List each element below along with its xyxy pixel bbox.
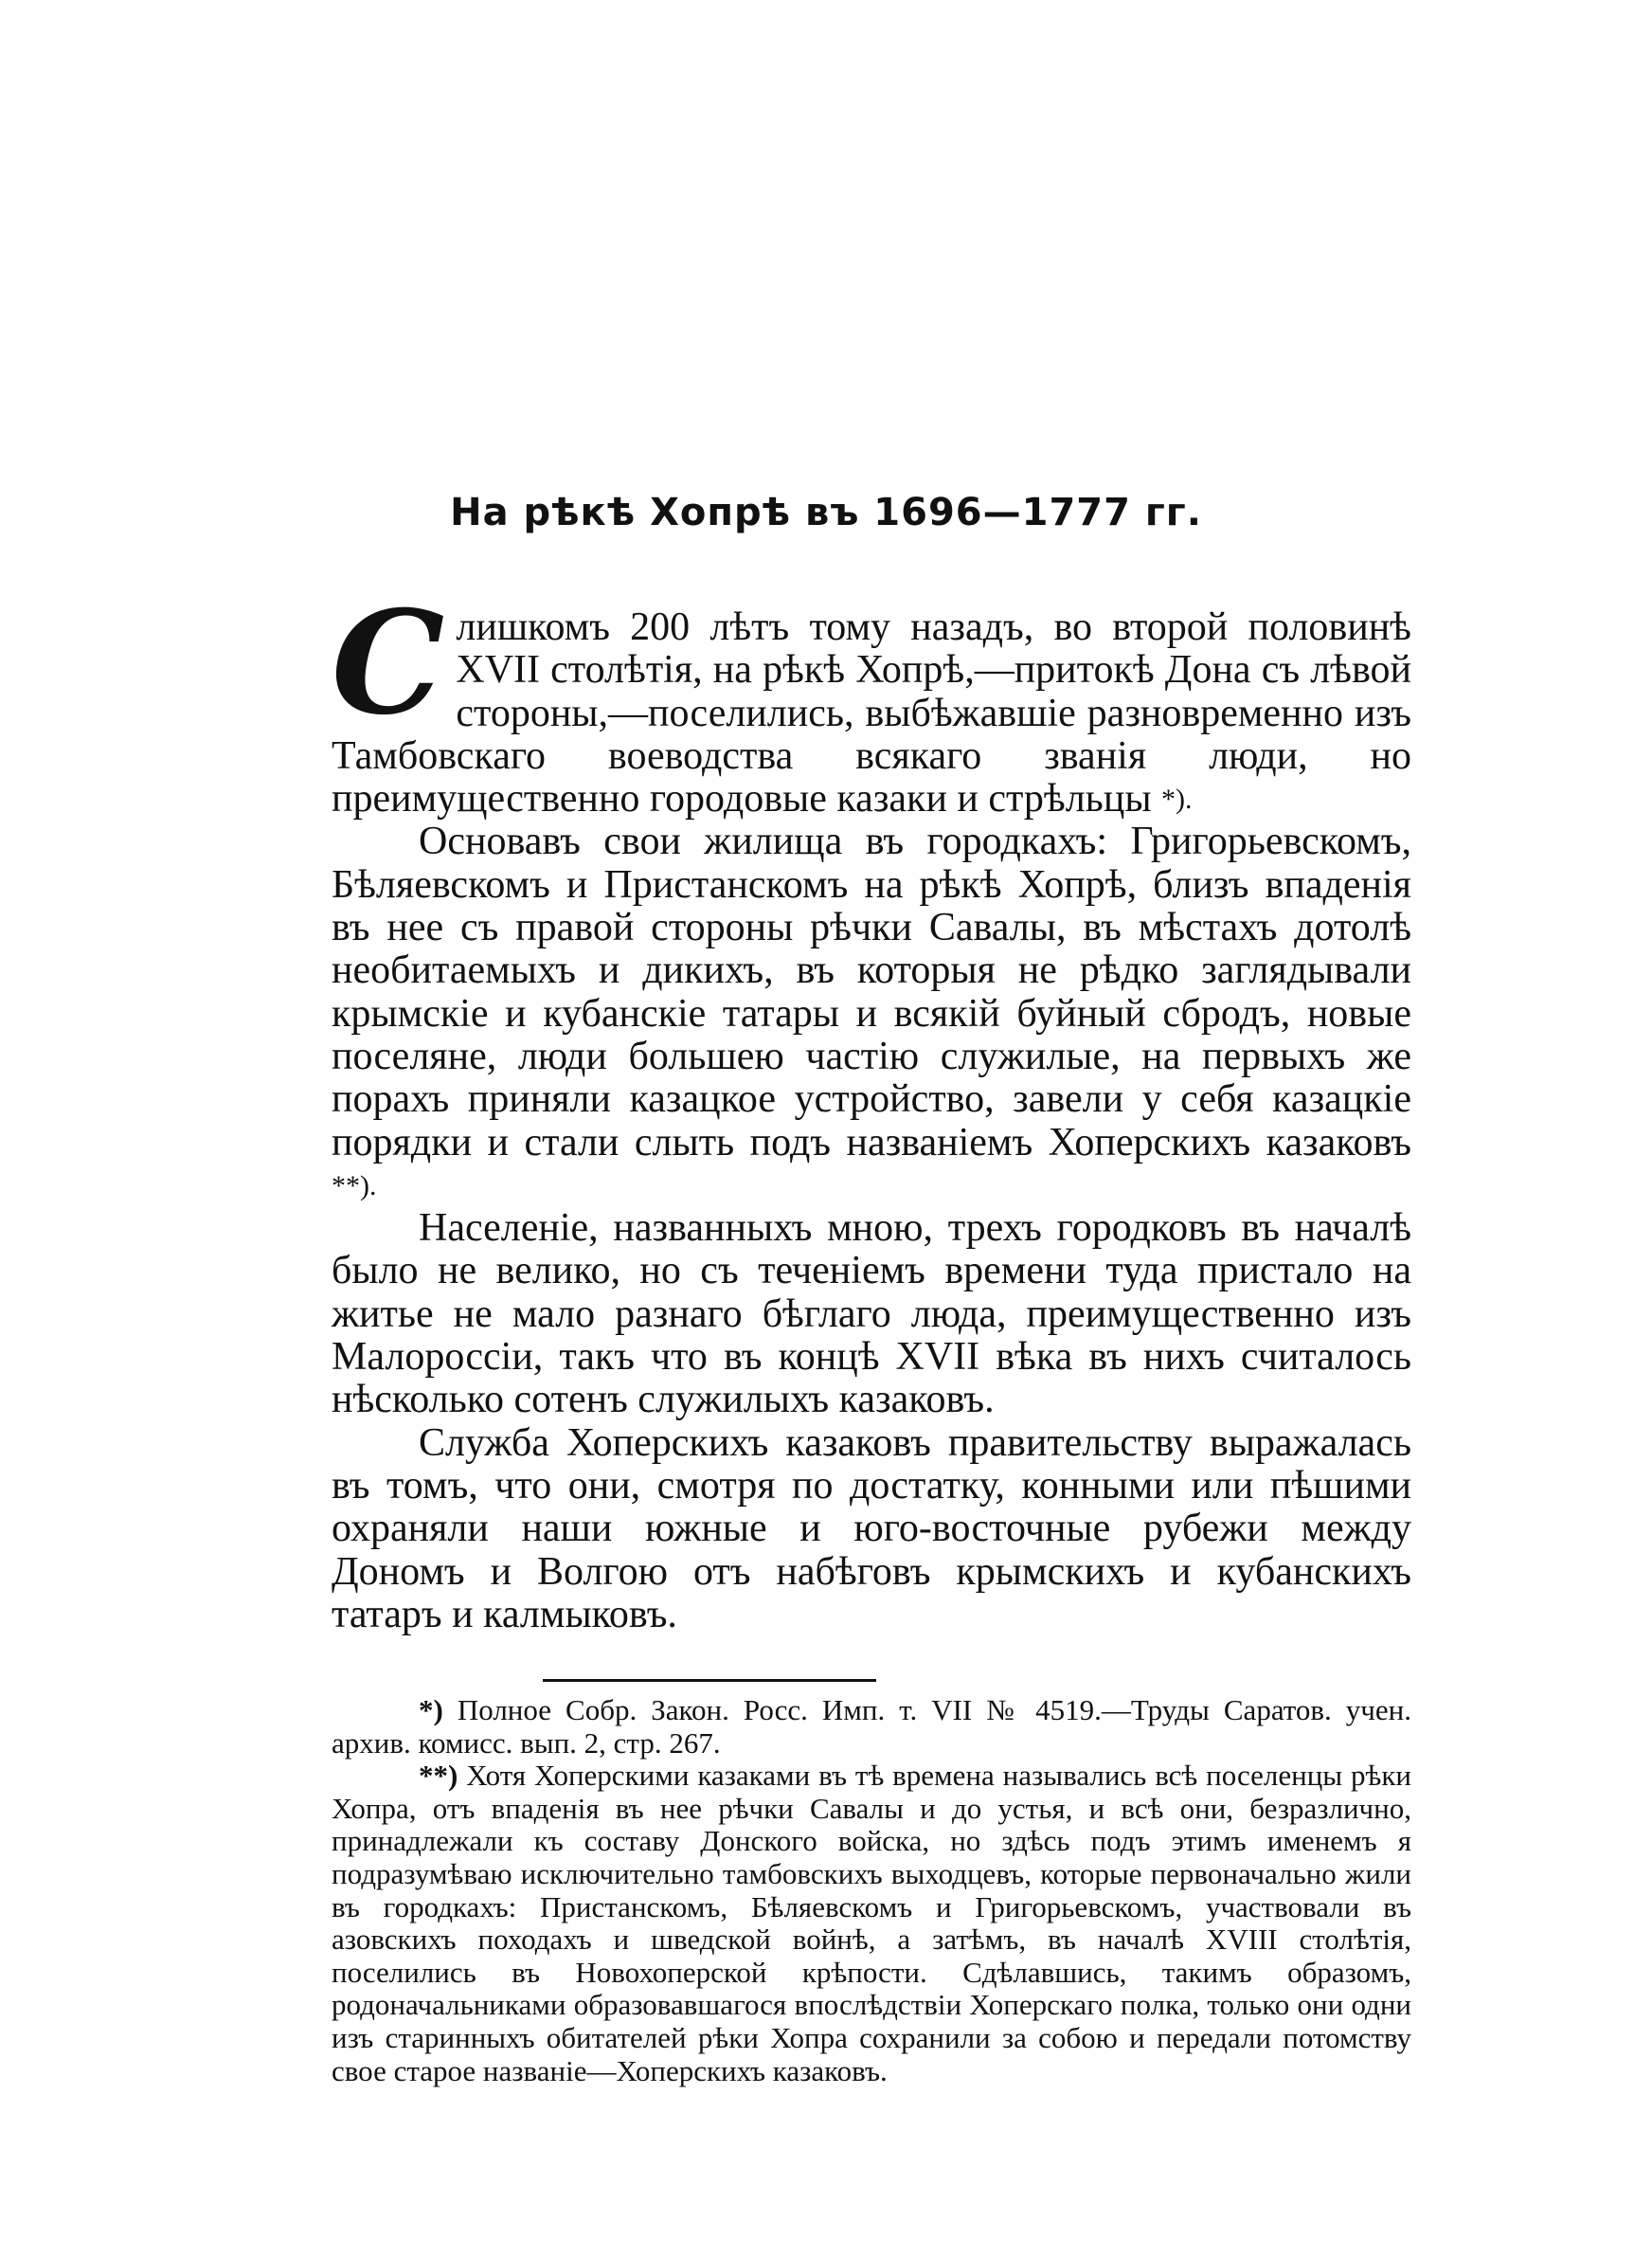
footnotes bbox=[332, 1694, 1411, 2087]
page-title: На рѣкѣ Хопрѣ въ 1696—1777 гг. bbox=[450, 491, 1202, 534]
footnote-divider bbox=[543, 1679, 876, 1682]
footnote-ref-2: **). bbox=[332, 1169, 377, 1201]
footnote-ref-1: *). bbox=[1161, 784, 1193, 816]
paragraph-2 bbox=[332, 821, 1411, 1207]
footnote-2 bbox=[332, 1760, 1411, 2087]
main-text bbox=[332, 580, 1411, 1636]
paragraph-1 bbox=[332, 580, 1411, 822]
footnote-2-text: Хотя Хоперскими казаками въ тѣ времена назывались всѣ поселенцы рѣки Хопра, отъ впаденія въ нее рѣчки Савалы и до устья, и всѣ они, безразлично, принадлежали къ составу Донского войска, но здѣсь подъ этимъ именемъ я подразумѣваю исключительно тамбовскихъ выходцевъ, которые первоначально жили въ городкахъ: Пристанскомъ, Бѣляевскомъ и Григорьевскомъ, участвовали въ азовскихъ походахъ и шведской войнѣ, а затѣмъ, въ началѣ XVIII столѣтія, поселились въ Новохоперской крѣпости. Сдѣлавшись, такимъ образомъ, родоначальниками образовавшагося впослѣдствіи Хоперскаго полка, только они одни изъ старинныхъ обитателей рѣки Хопра сохранили за собою и передали потомству свое старое названіе—Хоперскихъ казаковъ. bbox=[332, 1759, 1411, 2087]
paragraph-2-text: Основавъ свои жилища въ городкахъ: Григорьевскомъ, Бѣляевскомъ и Пристанскомъ на рѣкѣ Хопрѣ, близъ впаденія въ нее съ правой стороны рѣчки Савалы, въ мѣстахъ дотолѣ необитаемыхъ и дикихъ, въ которыя не рѣдко заглядывали крымскіе и кубанскіе татары и всякій буйный сбродъ, новые поселяне, люди большею частію служилые, на первыхъ же порахъ приняли казацкое устройство, завели у себя казацкіе порядки и стали слыть подъ названіемъ Хоперскихъ казаковъ bbox=[332, 820, 1411, 1165]
drop-cap-initial: С bbox=[332, 580, 445, 747]
paragraph-4: Служба Хоперскихъ казаковъ правительству выражалась въ томъ, что они, смотря по достатку, конными или пѣшими охраняли наши южные и юго-восточные рубежи между Дономъ и Волгою отъ набѣговъ крымскихъ и кубанскихъ татаръ и калмыковъ. bbox=[332, 1420, 1411, 1636]
footnote-1 bbox=[332, 1694, 1411, 1760]
paragraph-3: Населеніе, названныхъ мною, трехъ городковъ въ началѣ было не велико, но съ теченіемъ времени туда пристало на житье не мало разнаго бѣглаго люда, преимущественно изъ Малороссіи, такъ что въ концѣ XVII вѣка въ нихъ считалось нѣсколько сотенъ служилыхъ казаковъ. bbox=[332, 1206, 1411, 1422]
footnote-1-text: Полное Собр. Закон. Росс. Имп. т. VII № 4519.—Труды Саратов. учен. архив. комисс. вып. 2, стр. 267. bbox=[332, 1693, 1411, 1760]
footnote-2-mark: **) bbox=[419, 1759, 458, 1793]
footnote-1-mark: *) bbox=[419, 1693, 443, 1726]
paragraph-1-text: лишкомъ 200 лѣтъ тому назадъ, во второй половинѣ XVII столѣтія, на рѣкѣ Хопрѣ,—притокѣ Дона съ лѣвой стороны,—поселились, выбѣжавшіе разновременно изъ Тамбовскаго воеводства всякаго званія люди, но преимущественно городовые казаки и стрѣльцы bbox=[332, 605, 1411, 822]
